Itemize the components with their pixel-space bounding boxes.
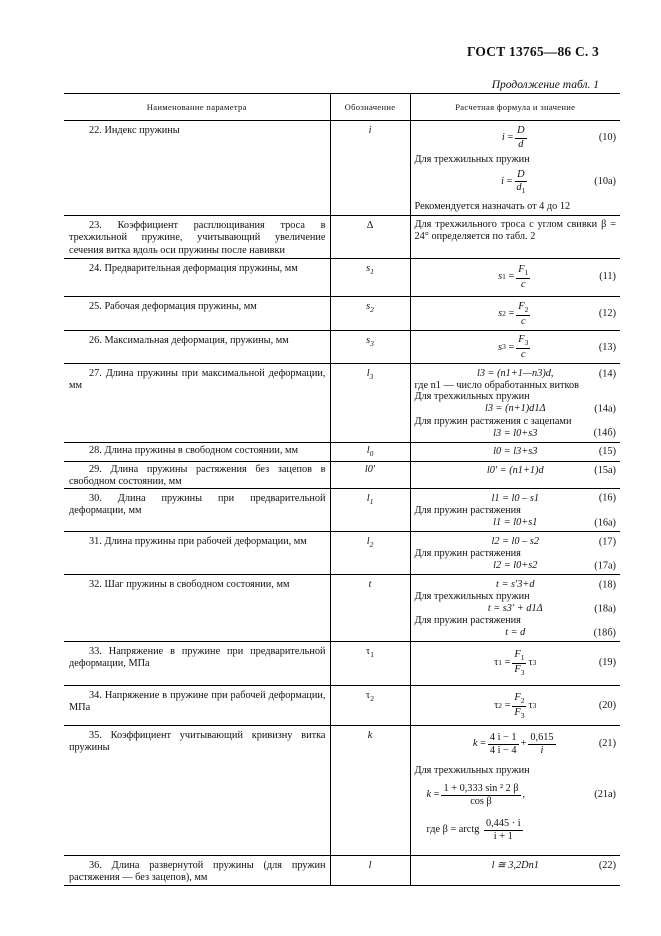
parameter-symbol: $s_1$ (330, 259, 410, 297)
parameter-name: 34. Напряжение в пружине при рабочей деформации, МПа (64, 686, 330, 726)
table-row (64, 488, 620, 531)
table-row (64, 532, 620, 575)
formula-number: (14б) (593, 427, 616, 439)
fraction: $\frac{0,445 \cdot i}{i + 1}$ (485, 817, 521, 842)
formula-note: Для пружин растяжения (414, 548, 521, 559)
parameter-name: 24. Предварительная деформация пружины, мм (64, 259, 330, 297)
column-header-formula: Расчетная формула и значение (410, 94, 620, 121)
formula-line: l0 = l3+s3 (15) (493, 446, 616, 458)
fraction: $\frac{D}{d}$ (517, 125, 525, 150)
formula-line: где β = arctg $\frac{0,445 \cdot i}{i + 1}$ (426, 817, 521, 842)
formula-cell (410, 856, 620, 886)
formula-line: l2 = l0+s2 (17а) (493, 560, 616, 572)
column-header-symbol: Обозначение (330, 94, 410, 121)
table-row (64, 442, 620, 461)
formula-number: (17) (598, 535, 616, 547)
formula-cell: Для трехжильного троса с углом свивки β = 24° определяется по табл. 2 (410, 216, 620, 259)
formula-line: t = d (18б) (505, 627, 616, 639)
parameter-name: 29. Длина пружины растяжения без зацепов в свободном состоянии, мм (64, 461, 330, 488)
parameter-name: 25. Рабочая деформация пружины, мм (64, 297, 330, 331)
formula-number: (22) (598, 859, 616, 871)
formula-cell (410, 461, 620, 488)
formula-number: (16а) (594, 516, 616, 528)
formula-line: l2 = l0 – s2 (17) (491, 535, 616, 547)
formula-line: k = $\frac{4 i - 1}{4 i - 4}$ + $\frac{0,615}{i}$ (21) (472, 731, 616, 756)
formula-line: i = $\frac{D}{d_1}$ (10а) (501, 168, 616, 195)
formula-line: τ 2 = $\frac{F_2}{F_3}$ τ 3 (20) (494, 691, 616, 720)
page-header: ГОСТ 13765—86 С. 3 (466, 44, 599, 59)
parameter-symbol: l (330, 856, 410, 886)
fraction: $\frac{0,615}{i}$ (530, 731, 554, 756)
parameter-symbol: t (330, 575, 410, 642)
parameters-table (64, 93, 620, 886)
formula-number: (20) (598, 700, 616, 712)
parameter-name: 33. Напряжение в пружине при предварительной деформации, МПа (64, 642, 330, 686)
formula-line: i = $\frac{D}{d}$ (10) (501, 125, 616, 150)
fraction: $\frac{\text{1 + 0,333 sin ² 2 β}}{\text{cos β}}$ (443, 782, 519, 807)
formula-number: (13) (598, 341, 616, 353)
formula-line: l ≅ 3,2Dn1 (22) (491, 859, 616, 871)
table-row (64, 642, 620, 686)
parameter-symbol: k (330, 726, 410, 856)
formula-number: (15) (598, 446, 616, 458)
parameter-symbol: i (330, 121, 410, 216)
formula-line: l1 = l0 – s1 (16) (491, 492, 616, 504)
fraction: $\frac{F_2}{F_3}$ (514, 691, 525, 720)
parameter-name: 26. Максимальная деформация, пружины, мм (64, 331, 330, 364)
formula-number: (10а) (594, 176, 616, 188)
table-continuation-label: Продолжение табл. 1 (491, 79, 599, 91)
parameter-name: 23. Коэффициент расплющивания троса в трехжильной пружине, учитывающий увеличение сечения витка вдоль оси пружины после навивки (64, 216, 330, 259)
formula-number: (17а) (594, 560, 616, 572)
fraction: $\frac{F_1}{F_3}$ (514, 648, 525, 677)
parameter-name: 22. Индекс пружины (89, 125, 180, 136)
parameter-symbol: l0′ (330, 461, 410, 488)
formula-line: l3 = (n+1)d1Δ (14а) (484, 403, 616, 415)
formula-number: (18б) (593, 627, 616, 639)
parameter-name: 36. Длина развернутой пружины (для пружин растяжения — без зацепов), мм (64, 856, 330, 886)
table-row (64, 726, 620, 856)
fraction: $\frac{F_1}{c}$ (518, 263, 529, 290)
formula-number: (16) (598, 492, 616, 504)
formula-number: (14а) (594, 403, 616, 415)
formula-number: (18) (598, 579, 616, 591)
parameter-symbol: Δ (330, 216, 410, 259)
formula-number: (19) (598, 657, 616, 669)
formula-cell (410, 726, 620, 856)
parameter-symbol: $l_0$ (330, 442, 410, 461)
fraction: $\frac{F_2}{c}$ (518, 300, 529, 327)
formula-number: (10) (598, 131, 616, 143)
parameter-name: 28. Длина пружины в свободном состоянии, мм (64, 442, 330, 461)
formula-note: Для пружин растяжения (414, 615, 521, 627)
formula-note: Для трехжильных пружин (414, 765, 530, 777)
table-row (64, 856, 620, 886)
formula-number: (14) (598, 368, 616, 380)
formula-cell (410, 364, 620, 442)
formula-note: Для трехжильных пружин (414, 391, 530, 403)
formula-cell (410, 686, 620, 726)
formula-note: Для пружин растяжения (414, 504, 521, 516)
fraction: $\frac{F_3}{c}$ (518, 334, 529, 361)
formula-cell (410, 121, 620, 216)
parameter-name: 27. Длина пружины при максимальной деформации, мм (64, 364, 330, 442)
parameter-name: 35. Коэффициент учитывающий кривизну витка пружины (64, 726, 330, 856)
parameter-name: 31. Длина пружины при рабочей деформации, мм (64, 532, 330, 575)
parameter-symbol: $l_1$ (330, 488, 410, 531)
parameter-symbol: $s_3$ (330, 331, 410, 364)
table-row (64, 297, 620, 331)
parameter-symbol: $l_2$ (330, 532, 410, 575)
table-row (64, 575, 620, 642)
formula-number: (18а) (594, 603, 616, 615)
formula-cell (410, 297, 620, 331)
parameter-symbol: $\tau_1$ (330, 642, 410, 686)
table-row (64, 461, 620, 488)
formula-line: s 2 = $\frac{F_2}{c}$ (12) (498, 300, 616, 327)
parameter-symbol: $l_3$ (330, 364, 410, 442)
formula-note: где n1 — число обработанных витков (414, 380, 580, 392)
formula-number: (11) (599, 271, 616, 283)
formula-cell (410, 575, 620, 642)
formula-cell (410, 259, 620, 297)
fraction: $\frac{D}{d_1}$ (516, 168, 526, 195)
formula-note: Для трехжильных пружин (414, 591, 530, 603)
column-header-name: Наименование параметра (64, 94, 330, 121)
table-row (64, 331, 620, 364)
parameter-name: 32. Шаг пружины в свободном состоянии, мм (64, 575, 330, 642)
formula-cell (410, 642, 620, 686)
formula-cell (410, 331, 620, 364)
formula-cell (410, 532, 620, 575)
table-row (64, 686, 620, 726)
formula-line: l3 = l0+s3 (14б) (493, 427, 616, 439)
parameter-symbol: $s_2$ (330, 297, 410, 331)
table-row (64, 364, 620, 442)
table-row (64, 259, 620, 297)
parameter-name: 30. Длина пружины при предварительной деформации, мм (64, 488, 330, 531)
formula-number: (12) (598, 308, 616, 320)
formula-number: (15а) (594, 465, 616, 477)
formula-note: Рекомендуется назначать от 4 до 12 (414, 201, 571, 213)
formula-number: (21) (598, 738, 616, 750)
formula-line: k = $\frac{\text{1 + 0,333 sin ² 2 β}}{\text{cos β}}$ , (21а) (426, 782, 616, 807)
formula-cell (410, 488, 620, 531)
formula-cell (410, 442, 620, 461)
formula-line: l3 = (n1+1—n3)d, (14) (476, 368, 616, 380)
formula-number: (21а) (594, 789, 616, 801)
formula-line: l0′ = (n1+1)d (15а) (486, 465, 616, 477)
formula-line: t = s3′ + d1Δ (18а) (487, 603, 616, 615)
parameter-symbol: $\tau_2$ (330, 686, 410, 726)
fraction: $\frac{4 i - 1}{4 i - 4}$ (489, 731, 517, 756)
table-row (64, 121, 620, 216)
formula-line: l1 = l0+s1 (16а) (493, 516, 616, 528)
formula-line: t = s′3+d (18) (496, 579, 616, 591)
formula-line: s 3 = $\frac{F_3}{c}$ (13) (498, 334, 616, 361)
formula-line: τ 1 = $\frac{F_1}{F_3}$ τ 3 (19) (494, 648, 616, 677)
formula-line: s 1 = $\frac{F_1}{c}$ (11) (498, 263, 616, 290)
formula-note: Для трехжильных пружин (414, 154, 530, 165)
table-row (64, 216, 620, 259)
formula-note: Для пружин растяжения с зацепами (414, 415, 572, 427)
table-header-row (64, 94, 620, 121)
